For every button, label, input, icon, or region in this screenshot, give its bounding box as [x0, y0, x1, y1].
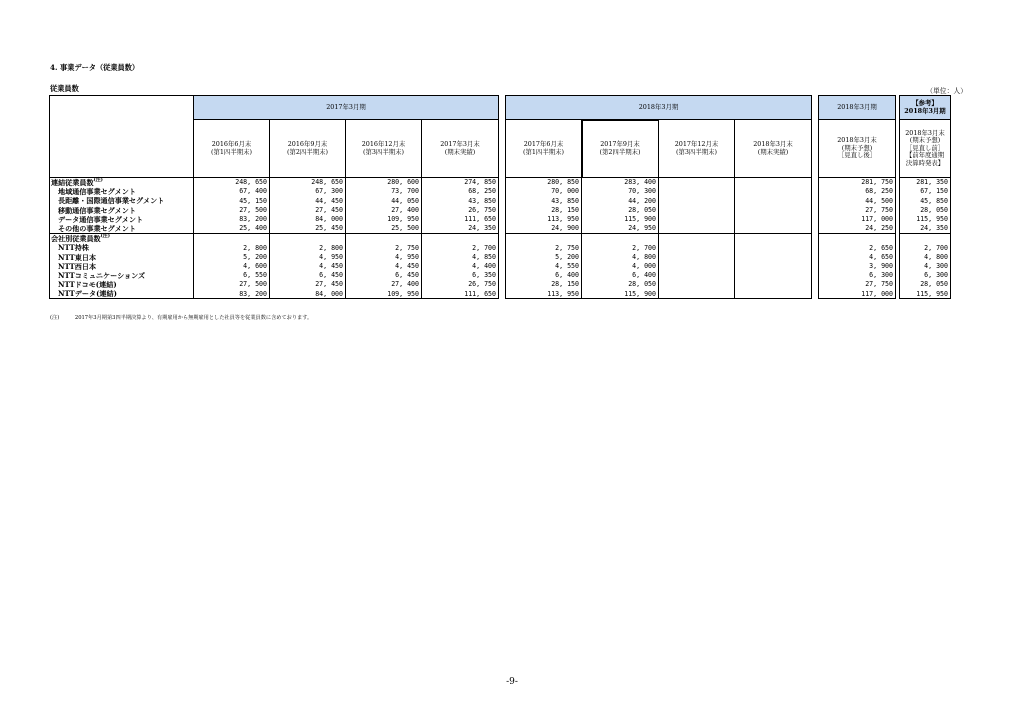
value-cell: [735, 224, 812, 234]
value-cell: [659, 215, 735, 224]
row-label: データ通信事業セグメント: [50, 215, 194, 224]
value-cell: 4, 950: [270, 253, 346, 262]
value-cell: [659, 243, 735, 252]
value-cell: 4, 650: [819, 253, 896, 262]
value-cell: 6, 300: [900, 271, 951, 280]
value-cell: 2, 750: [346, 243, 422, 252]
employee-table: [49, 95, 951, 178]
value-cell: 248, 650: [194, 178, 270, 188]
section-title: 4. 事業データ（従業員数）: [50, 63, 140, 72]
value-cell: 4, 400: [422, 262, 499, 271]
value-cell: [735, 206, 812, 215]
row-label: 移動通信事業セグメント: [50, 206, 194, 215]
row-label: NTT東日本: [50, 253, 194, 262]
value-cell: [735, 271, 812, 280]
value-cell: [735, 253, 812, 262]
value-cell: 115, 950: [900, 289, 951, 299]
value-cell: 115, 950: [900, 215, 951, 224]
value-cell: 68, 250: [819, 187, 896, 196]
value-cell: 5, 200: [194, 253, 270, 262]
value-cell: 27, 400: [346, 280, 422, 289]
value-cell: 25, 450: [270, 224, 346, 234]
value-cell: 117, 000: [819, 289, 896, 299]
value-cell: [735, 178, 812, 188]
col-header: 2018年3月末 (期末実績): [735, 120, 812, 178]
value-cell: 4, 300: [900, 262, 951, 271]
value-cell: 84, 000: [270, 215, 346, 224]
table-row: [50, 271, 951, 280]
value-cell: [659, 271, 735, 280]
value-cell: 5, 200: [506, 253, 582, 262]
value-cell: 27, 400: [346, 206, 422, 215]
value-cell: 280, 850: [506, 178, 582, 188]
value-cell: 73, 700: [346, 187, 422, 196]
table-row: [50, 206, 951, 215]
value-cell: [659, 187, 735, 196]
value-cell: [659, 178, 735, 188]
footnote-mark: (注): [50, 315, 60, 321]
col-header: 2017年6月末 (第1四半期末): [506, 120, 582, 178]
value-cell: 44, 500: [819, 196, 896, 205]
value-cell: [735, 280, 812, 289]
value-cell: 67, 400: [194, 187, 270, 196]
value-cell: 27, 450: [270, 280, 346, 289]
header-group-2018: 2018年3月期: [506, 96, 812, 120]
value-cell: 281, 350: [900, 178, 951, 188]
value-cell: 113, 950: [506, 289, 582, 299]
value-cell: 70, 000: [506, 187, 582, 196]
value-cell: [659, 253, 735, 262]
value-cell: 2, 650: [819, 243, 896, 252]
value-cell: 27, 750: [819, 280, 896, 289]
value-cell: 2, 800: [194, 243, 270, 252]
value-cell: 27, 500: [194, 206, 270, 215]
row-label: NTT西日本: [50, 262, 194, 271]
value-cell: 6, 350: [422, 271, 499, 280]
row-label: その他の事業セグメント: [50, 224, 194, 234]
value-cell: [735, 289, 812, 299]
value-cell: 6, 400: [582, 271, 659, 280]
header-columns-row: [50, 120, 951, 178]
table-row: [50, 215, 951, 224]
value-cell: 44, 050: [346, 196, 422, 205]
value-cell: 28, 050: [900, 280, 951, 289]
value-cell: 26, 750: [422, 280, 499, 289]
value-cell: 43, 850: [422, 196, 499, 205]
table-row: [50, 224, 951, 234]
value-cell: 109, 950: [346, 289, 422, 299]
table-caption: 従業員数: [50, 84, 79, 93]
table-row: [50, 262, 951, 271]
value-cell: 4, 850: [422, 253, 499, 262]
value-cell: 274, 850: [422, 178, 499, 188]
value-cell: 45, 850: [900, 196, 951, 205]
value-cell: 109, 950: [346, 215, 422, 224]
value-cell: 6, 400: [506, 271, 582, 280]
value-cell: 4, 800: [582, 253, 659, 262]
value-cell: 2, 750: [506, 243, 582, 252]
row-label: 長距離・国際通信事業セグメント: [50, 196, 194, 205]
value-cell: 28, 050: [900, 206, 951, 215]
value-cell: 83, 200: [194, 215, 270, 224]
value-cell: 70, 300: [582, 187, 659, 196]
value-cell: 28, 050: [582, 280, 659, 289]
table-row: [50, 289, 951, 299]
value-cell: [659, 224, 735, 234]
row-label: NTTコミュニケーションズ: [50, 271, 194, 280]
value-cell: 6, 450: [346, 271, 422, 280]
value-cell: 24, 350: [900, 224, 951, 234]
value-cell: 24, 900: [506, 224, 582, 234]
value-cell: 2, 700: [422, 243, 499, 252]
col-header: 2017年9月末 (第2四半期末): [582, 120, 659, 178]
value-cell: 281, 750: [819, 178, 896, 188]
col-header: 2016年9月末 (第2四半期末): [270, 120, 346, 178]
header-group-row: [50, 96, 951, 120]
row-label: 連結従業員数$^{(注)}$: [50, 178, 194, 188]
col-header: 2016年12月末 (第3四半期末): [346, 120, 422, 178]
value-cell: [659, 280, 735, 289]
value-cell: 2, 700: [900, 243, 951, 252]
value-cell: 28, 050: [582, 206, 659, 215]
employee-data-table: [49, 177, 951, 299]
value-cell: 25, 500: [346, 224, 422, 234]
table-row: [50, 187, 951, 196]
value-cell: 45, 150: [194, 196, 270, 205]
value-cell: 6, 550: [194, 271, 270, 280]
value-cell: 2, 800: [270, 243, 346, 252]
value-cell: 4, 550: [506, 262, 582, 271]
value-cell: 3, 900: [819, 262, 896, 271]
header-group-2018-forecast: 2018年3月期: [819, 96, 896, 120]
value-cell: 4, 450: [346, 262, 422, 271]
col-header: 2017年3月末 (期末実績): [422, 120, 499, 178]
value-cell: [735, 262, 812, 271]
value-cell: 28, 150: [506, 206, 582, 215]
table-row: [50, 243, 951, 252]
value-cell: 44, 450: [270, 196, 346, 205]
value-cell: 67, 150: [900, 187, 951, 196]
row-label: 地域通信事業セグメント: [50, 187, 194, 196]
value-cell: 68, 250: [422, 187, 499, 196]
table-row: [50, 280, 951, 289]
value-cell: 24, 250: [819, 224, 896, 234]
value-cell: [659, 289, 735, 299]
value-cell: [735, 215, 812, 224]
value-cell: 115, 900: [582, 215, 659, 224]
value-cell: 27, 500: [194, 280, 270, 289]
value-cell: 84, 000: [270, 289, 346, 299]
col-header-reference: 2018年3月末 (期末予想) ［見直し前］ 【前年度通期 決算時発表】: [900, 120, 951, 178]
value-cell: [735, 243, 812, 252]
value-cell: 283, 400: [582, 178, 659, 188]
value-cell: 6, 300: [819, 271, 896, 280]
value-cell: 117, 000: [819, 215, 896, 224]
value-cell: [735, 187, 812, 196]
value-cell: 27, 750: [819, 206, 896, 215]
value-cell: 24, 350: [422, 224, 499, 234]
unit-label: （単位：人）: [926, 87, 967, 95]
row-label: NTTデータ(連結): [50, 289, 194, 299]
value-cell: [659, 206, 735, 215]
value-cell: 44, 200: [582, 196, 659, 205]
value-cell: 4, 450: [270, 262, 346, 271]
value-cell: 248, 650: [270, 178, 346, 188]
value-cell: 26, 750: [422, 206, 499, 215]
col-header: 2016年6月末 (第1四半期末): [194, 120, 270, 178]
value-cell: 111, 650: [422, 215, 499, 224]
value-cell: 4, 600: [194, 262, 270, 271]
value-cell: 6, 450: [270, 271, 346, 280]
col-header-forecast: 2018年3月末 (期末予想) ［見直し後］: [819, 120, 896, 178]
value-cell: [659, 196, 735, 205]
value-cell: 115, 900: [582, 289, 659, 299]
value-cell: 4, 000: [582, 262, 659, 271]
table-row: [50, 196, 951, 205]
value-cell: 83, 200: [194, 289, 270, 299]
header-reference: 【参考】 2018年3月期: [900, 96, 951, 120]
value-cell: 43, 850: [506, 196, 582, 205]
footnote: [50, 314, 326, 321]
row-label: NTTドコモ(連結): [50, 280, 194, 289]
value-cell: [659, 262, 735, 271]
value-cell: 25, 400: [194, 224, 270, 234]
col-header: 2017年12月末 (第3四半期末): [659, 120, 735, 178]
value-cell: 2, 700: [582, 243, 659, 252]
value-cell: 280, 600: [346, 178, 422, 188]
value-cell: 4, 950: [346, 253, 422, 262]
header-group-2017: 2017年3月期: [194, 96, 499, 120]
value-cell: 27, 450: [270, 206, 346, 215]
value-cell: 24, 950: [582, 224, 659, 234]
value-cell: [735, 196, 812, 205]
value-cell: 4, 800: [900, 253, 951, 262]
page-number: -9-: [506, 677, 518, 687]
value-cell: 28, 150: [506, 280, 582, 289]
value-cell: 111, 650: [422, 289, 499, 299]
table-row: [50, 253, 951, 262]
row-label: 会社別従業員数$^{(注)}$: [50, 234, 194, 244]
footnote-text: 2017年3月期第3四半期決算より、有期雇用から無期雇用とした社員等を従業員数に含めております。: [74, 315, 313, 321]
header-corner: [50, 96, 194, 120]
table-row: [50, 178, 951, 188]
value-cell: 67, 300: [270, 187, 346, 196]
value-cell: 113, 950: [506, 215, 582, 224]
row-label: NTT持株: [50, 243, 194, 252]
table-row: [50, 234, 951, 244]
